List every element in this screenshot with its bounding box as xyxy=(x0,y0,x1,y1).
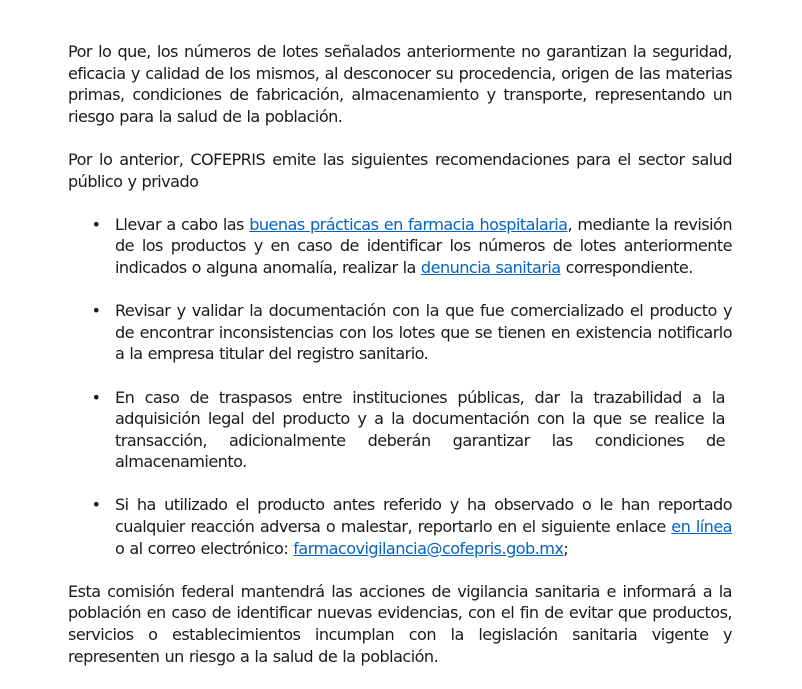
denuncia-sanitaria-link[interactable]: denuncia sanitaria xyxy=(420,257,561,277)
recommendation-text: ; xyxy=(563,538,569,558)
recommendation-item-2 xyxy=(91,300,732,365)
bullet-icon: • xyxy=(91,214,101,234)
recommendation-text: Si ha utilizado el producto antes referido y ha observado o le han reportado cualquier reacción adversa o malestar, reportarlo en el siguiente enlace xyxy=(115,495,732,537)
intro-paragraph: Por lo que, los números de lotes señalados anteriormente no garantizan la seguridad, eficacia y calidad de los mismos, al desconocer su procedencia, origen de las materias primas, condiciones de fabricación, almacenamiento y transporte, representando un riesgo para la salud de la población. xyxy=(68,42,732,126)
farmacovigilancia-email-link[interactable]: farmacovigilancia@cofepris.gob.mx xyxy=(293,538,564,558)
recommendation-item-4 xyxy=(91,494,732,559)
en-linea-link[interactable]: en línea xyxy=(671,517,732,537)
recommendations-list xyxy=(68,214,732,560)
recommendation-item-1 xyxy=(91,214,732,279)
recommendation-text: Revisar y validar la documentación con la que fue comercializado el producto y de encontrar inconsistencias con los lotes que se tienen en existencia notificarlo a la empresa titular del registro sanitario. xyxy=(115,301,732,364)
buenas-practicas-link[interactable]: buenas prácticas en farmacia hospitalaria xyxy=(249,214,568,234)
recommendations-lead-paragraph: Por lo anterior, COFEPRIS emite las siguientes recomendaciones para el sector salud público y privado xyxy=(68,149,732,191)
document-body xyxy=(68,41,732,667)
recommendation-text: En caso de traspasos entre instituciones públicas, dar la trazabilidad a la adquisición legal del producto y a la documentación con la que se realice la transacción, adicionalmente deberán garantizar las condiciones de almacenamiento. xyxy=(115,387,725,472)
recommendation-text: o al correo electrónico: xyxy=(115,538,294,558)
bullet-icon: • xyxy=(91,387,101,407)
recommendation-text: , mediante la revisión de los productos y en caso de identificar los números de lotes anteriormente indicados o alguna anomalía, realizar la xyxy=(115,214,732,277)
bullet-icon: • xyxy=(91,301,101,321)
recommendation-text: Llevar a cabo las xyxy=(115,214,250,234)
closing-paragraph: Esta comisión federal mantendrá las acciones de vigilancia sanitaria e informará a la población en caso de identificar nuevas evidencias, con el fin de evitar que productos, servicios o establecimientos incumplan con la legislación sanitaria vigente y representen un riesgo a la salud de la población. xyxy=(68,581,732,666)
recommendation-item-3 xyxy=(91,387,725,473)
recommendation-text: correspondiente. xyxy=(560,257,693,277)
bullet-icon: • xyxy=(91,495,101,515)
